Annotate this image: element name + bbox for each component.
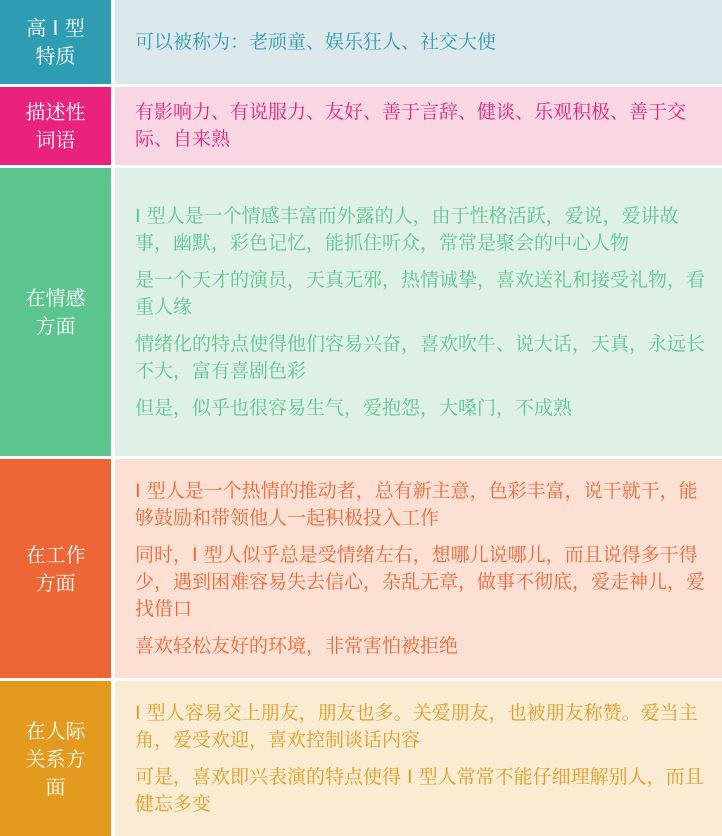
row-traits — [0, 0, 722, 87]
paragraph: 但是，似乎也很容易生气，爱抱怨，大嗓门，不成熟 — [135, 396, 573, 419]
row-label-text: 在情感 方面 — [25, 286, 86, 338]
paragraph: 情绪化的特点使得他们容易兴奋，喜欢吹牛、说大话，天真，永远长不大，富有喜剧色彩 — [135, 332, 706, 382]
paragraph: 同时，I 型人似乎总是受情绪左右，想哪儿说哪儿，而且说得多干得少，遇到困难容易失去信心，杂乱无章，做事不彻底，爱走神儿，爱找借口 — [135, 543, 706, 620]
row-label-text: 在工作 方面 — [25, 542, 86, 595]
row-label-text: 描述性 词语 — [25, 100, 86, 152]
paragraph: I 型人是一个情感丰富而外露的人，由于性格活跃，爱说，爱讲故事，幽默，彩色记忆，能抓住听众，常常是聚会的中心人物 — [135, 204, 679, 254]
row-label-traits — [0, 0, 115, 84]
row-label-text: 在人际 关系方 面 — [25, 718, 86, 799]
paragraph: I 型人容易交上朋友，朋友也多。关爱朋友，也被朋友称赞。爱当主角，爱受欢迎，喜欢控制谈话内容 — [135, 701, 698, 751]
row-descriptive-words — [0, 87, 722, 168]
row-label-descriptive-words — [0, 87, 115, 165]
paragraph: 可是，喜欢即兴表演的特点使得 I 型人常常不能仔细理解别人，而且健忘多变 — [135, 765, 704, 815]
paragraph: 有影响力、有说服力、友好、善于言辞、健谈、乐观积极、善于交际、自来熟 — [135, 101, 687, 150]
row-content-descriptive-words — [115, 87, 722, 165]
row-content-emotion — [115, 168, 722, 456]
row-label-emotion — [0, 168, 115, 456]
row-content-work — [115, 459, 722, 678]
row-emotion — [0, 168, 722, 459]
row-work — [0, 459, 722, 681]
paragraph: 可以被称为：老顽童、娱乐狂人、社交大使 — [135, 30, 497, 53]
row-label-work — [0, 459, 115, 678]
row-relationships — [0, 681, 722, 836]
paragraph: I 型人是一个热情的推动者，总有新主意，色彩丰富，说干就干，能够鼓励和带领他人一起积极投入工作 — [135, 479, 698, 529]
row-content-traits — [115, 0, 722, 84]
row-label-text: 高 I 型 特质 — [26, 16, 85, 68]
row-label-relationships — [0, 681, 115, 836]
paragraph: 喜欢轻松友好的环境，非常害怕被拒绝 — [135, 634, 459, 657]
paragraph: 是一个天才的演员，天真无邪，热情诚挚，喜欢送礼和接受礼物，看重人缘 — [135, 268, 706, 318]
row-content-relationships — [115, 681, 722, 836]
